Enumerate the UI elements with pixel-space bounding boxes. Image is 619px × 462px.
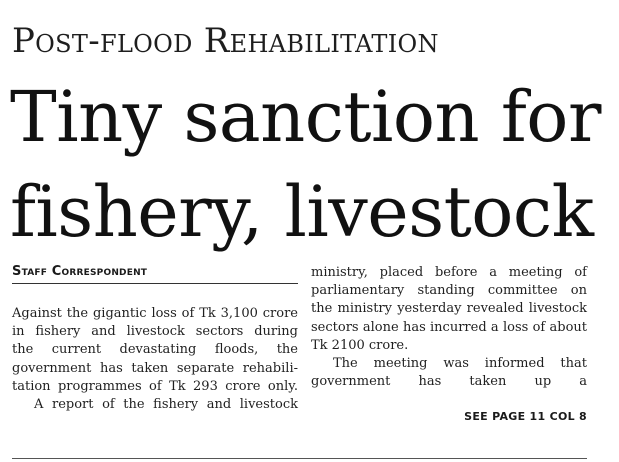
continued-on-page-note: SEE PAGE 11 COL 8	[464, 410, 587, 423]
text-line: government has taken separate rehabili-	[12, 360, 298, 376]
paragraph-4	[311, 355, 587, 391]
text-line: the current devastating floods, the	[12, 342, 298, 358]
text-line: The meeting was informed that	[333, 356, 587, 372]
text-line: A report of the fishery and livestock	[34, 397, 298, 413]
text-line: tation programmes of Tk 293 crore only.	[12, 378, 298, 394]
headline-line-2: fishery, livestock	[10, 171, 594, 253]
text-line: sectors alone has incurred a loss of about	[311, 319, 587, 335]
text-line: Against the gigantic loss of Tk 3,100 crore	[12, 306, 298, 321]
paragraph-3	[311, 264, 587, 355]
byline-rule	[12, 283, 298, 284]
text-line: government has taken up a	[311, 374, 587, 390]
text-line: Tk 2100 crore.	[311, 337, 409, 353]
text-line: the ministry yesterday revealed livestock	[311, 301, 587, 317]
bottom-rule	[12, 458, 587, 459]
headline-line-1: Tiny sanction for	[10, 76, 601, 158]
headline	[10, 70, 615, 260]
text-line: parliamentary standing committee on	[311, 283, 587, 299]
kicker: Post-flood Rehabilitation	[12, 21, 439, 61]
body-column-right	[311, 264, 587, 391]
paragraph-2	[12, 396, 298, 414]
text-line: ministry, placed before a meeting of	[311, 265, 587, 280]
paragraph-1	[12, 305, 298, 396]
byline: Staff Correspondent	[12, 264, 148, 279]
text-line: in fishery and livestock sectors during	[12, 324, 298, 340]
body-column-left	[12, 305, 298, 414]
